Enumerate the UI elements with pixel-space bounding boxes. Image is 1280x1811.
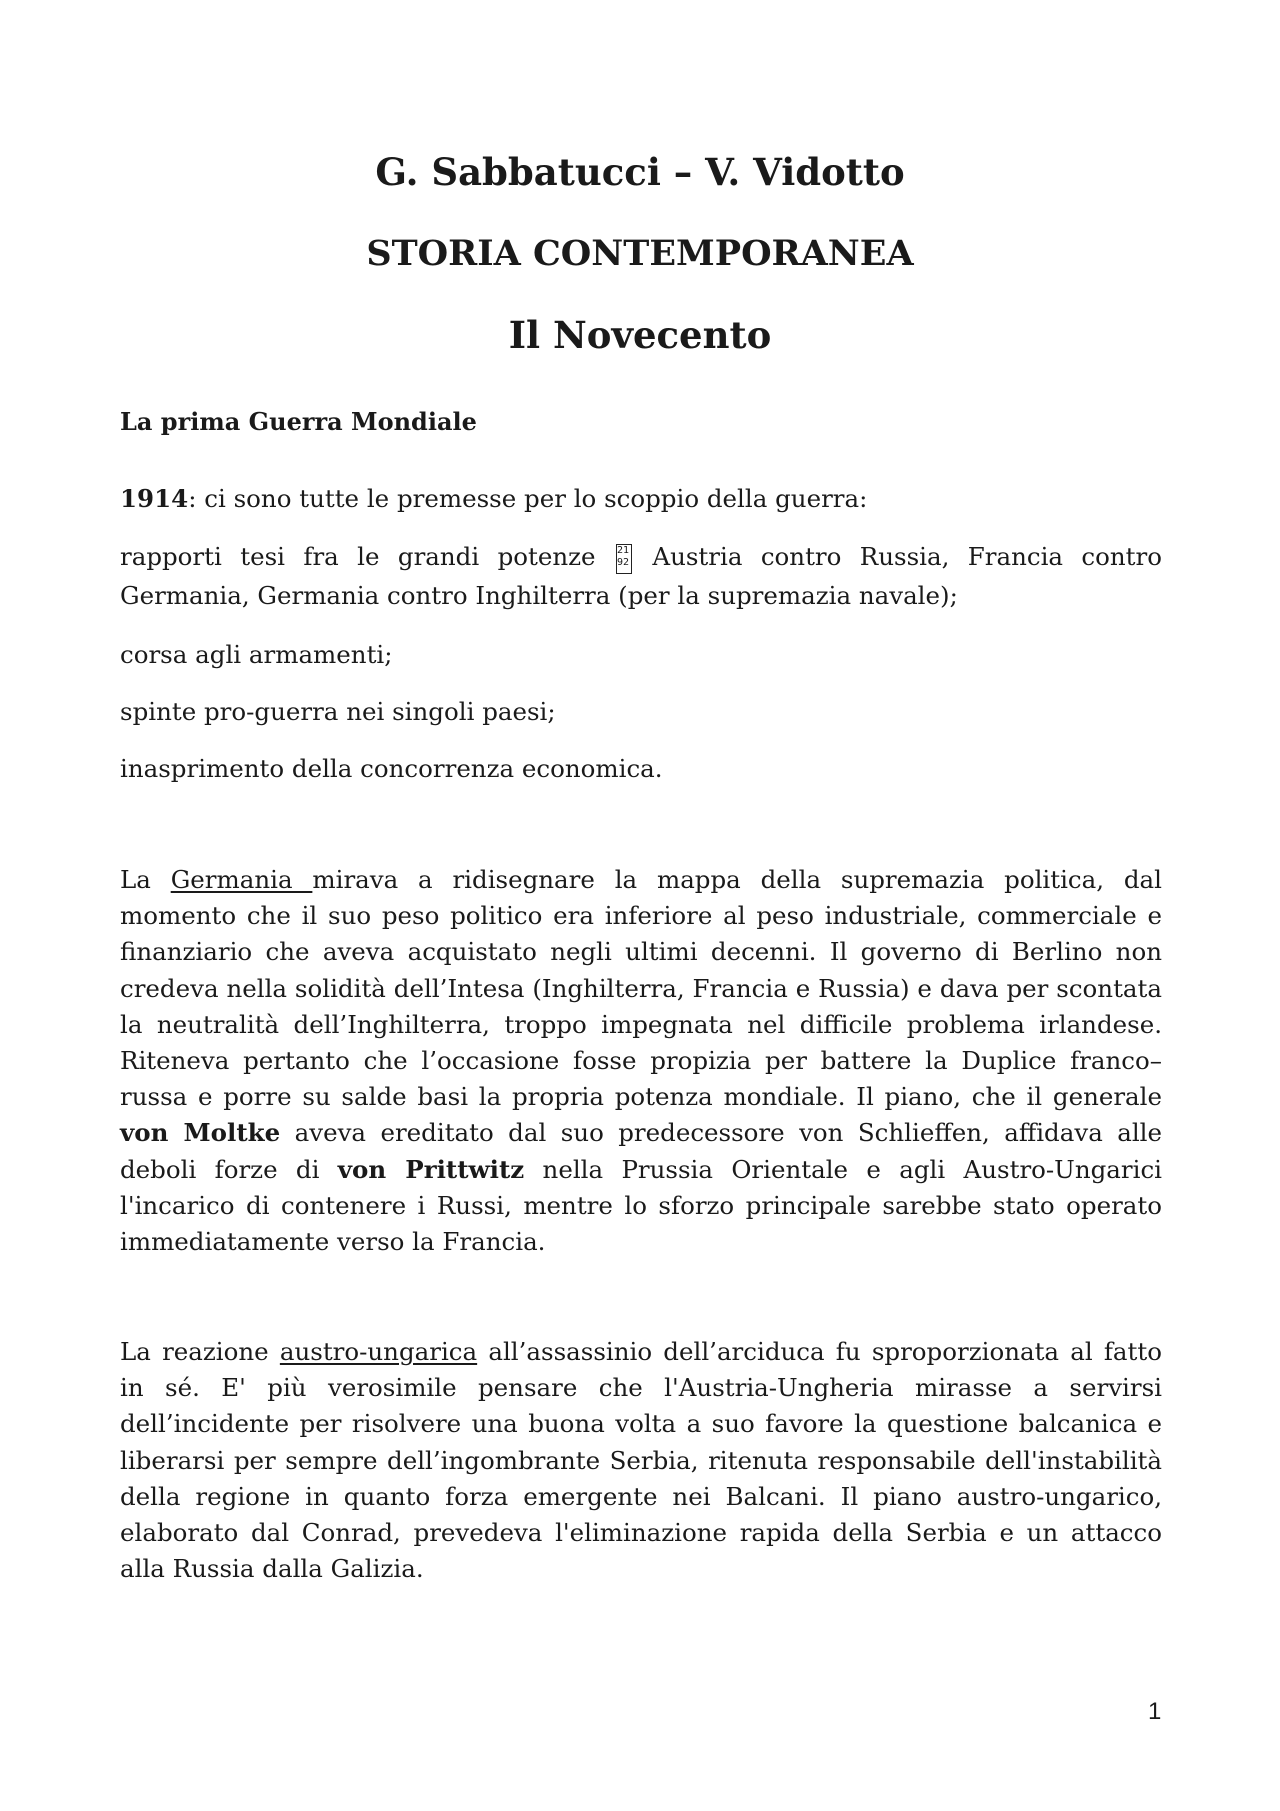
germany-text-3: aveva ereditato dal suo predecessore von Schlieffen, affidava alle deboli forze di [120, 1118, 1162, 1184]
section-heading: La prima Guerra Mondiale [120, 407, 477, 436]
germany-text-2: mirava a ridisegnare la mappa della supremazia politica, dal momento che il suo peso politico era inferiore al peso industriale, commerciale e finanziario che aveva acquistato negli ultimi decenni. Il governo di Berlino non credeva nella solidità dell’Intesa (Inghilterra, Francia e Russia) e dava per scontata la neutralità dell’Inghilterra, troppo impegnata nel difficile problema irlandese. Riteneva pertanto che l’occasione fosse propizia per battere la Duplice franco–russa e porre su salde basi la propria potenza mondiale. Il piano, che il generale [120, 865, 1162, 1112]
germany-text-4: nella Prussia Orientale e agli Austro-Ungarici l'incarico di contenere i Russi, mentre lo sforzo principale sarebbe stato operato immediatamente verso la Francia. [120, 1154, 1163, 1257]
missing-glyph-text: 21 92 [616, 544, 630, 568]
germany-bold-moltke: von Moltke [120, 1118, 281, 1148]
germany-underlined: Germania [170, 865, 313, 894]
list-item-prowar: spinte pro-guerra nei singoli paesi; [120, 697, 556, 726]
tensions-text-b: Austria contro Russia, Francia contro [652, 542, 1162, 571]
tensions-line-1 [120, 542, 1162, 574]
missing-glyph-icon [616, 544, 632, 574]
intro-text: : ci sono tutte le premesse per lo scoppio della guerra: [188, 484, 868, 513]
austria-text-1: La reazione [120, 1337, 280, 1366]
germany-text-1: La [120, 865, 171, 894]
year-label: 1914 [120, 484, 189, 513]
tensions-text-a: rapporti tesi fra le grandi potenze [120, 542, 596, 571]
list-item-arms: corsa agli armamenti; [120, 640, 393, 669]
intro-line [120, 484, 1162, 513]
tensions-line-2: Germania, Germania contro Inghilterra (per la supremazia navale); [120, 581, 958, 610]
austria-paragraph [120, 1334, 1162, 1587]
book-subtitle: Il Novecento [508, 313, 772, 357]
authors-title: G. Sabbatucci – V. Vidotto [375, 150, 905, 194]
austria-underlined: austro-ungarica [279, 1337, 478, 1366]
list-item-economy: inasprimento della concorrenza economica. [120, 754, 663, 783]
germany-bold-prittwitz: von Prittwitz [337, 1154, 525, 1184]
page-number: 1 [1148, 1698, 1162, 1725]
germany-paragraph [120, 862, 1162, 1260]
book-title: STORIA CONTEMPORANEA [366, 233, 914, 274]
austria-text-2: all’assassinio dell’arciduca fu sproporzionata al fatto in sé. E' più verosimile pensare che l'Austria-Ungheria mirasse a servirsi dell’incidente per risolvere una buona volta a suo favore la questione balcanica e liberarsi per sempre dell’ingombrante Serbia, ritenuta responsabile dell'instabilità della regione in quanto forza emergente nei Balcani. Il piano austro-ungarico, elaborato dal Conrad, prevedeva l'eliminazione rapida della Serbia e un attacco alla Russia dalla Galizia. [120, 1337, 1162, 1584]
